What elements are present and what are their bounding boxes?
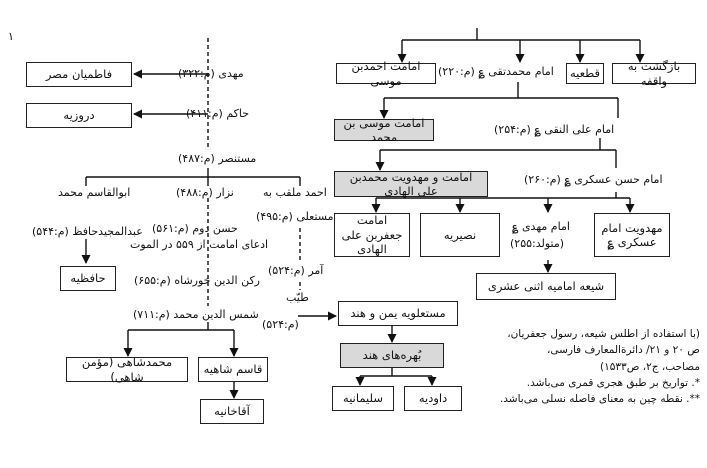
box-aga-khani: آقاخانیه	[200, 399, 264, 424]
label-imam-naqi: امام علی النقی ؏ (م:۲۵۴)	[494, 123, 615, 136]
box-ahmad-musa: امامت احمدبن موسی	[336, 63, 436, 84]
label-imam-askari: امام حسن عسکری ؏ (م:۲۶۰)	[524, 173, 663, 186]
label-mahdi: مهدی (م:۳۲۲)	[178, 67, 244, 80]
box-bohras: بُهره‌های هند	[340, 343, 444, 368]
note-line-4: *. تواریخ بر طبق هجری قمری می‌باشد.	[526, 376, 700, 389]
label-imam-mahdi-a: امام مهدی ؏	[512, 220, 570, 233]
citation-notes	[462, 326, 700, 407]
box-mahdawiyya-muhammad: امامت و مهدویت محمدبن علی الهادی	[334, 171, 488, 197]
label-shamsaddin: شمس الدین محمد (م:۷۱۱)	[133, 308, 259, 321]
label-ruknaddin: رکن الدین خورشاه (م:۶۵۵)	[134, 274, 260, 287]
label-hasan2: حسن دوم (م:۵۶۱)	[152, 222, 238, 235]
box-waqifa: بازگشت به واقفه	[612, 63, 696, 84]
label-abdulmajid: عبدالمجیدحافظ (م:۵۴۴)	[32, 225, 143, 238]
box-qasim-shahi: قاسم شاهیه	[198, 357, 268, 382]
label-tayyib-date: (م:۵۲۴)	[262, 318, 299, 331]
box-jafar: امامت جعفربن علی الهادی	[334, 213, 410, 257]
label-ahmad: احمد ملقب به	[263, 186, 327, 199]
label-nizar: نزار (م:۴۸۸)	[176, 186, 234, 199]
label-mustali: مستعلی (م:۴۹۵)	[256, 210, 334, 223]
box-mahdawiyya-askari: مهدویت امام عسکری ؏	[594, 213, 670, 257]
box-druze: دروزیه	[26, 103, 132, 128]
box-dawoodi: داودیه	[404, 386, 462, 411]
box-sulaymani: سلیمانیه	[332, 386, 394, 411]
box-mustaliyya: مستعلویه یمن و هند	[338, 301, 458, 326]
label-hasan2-claim: ادعای امامت از ۵۵۹ در الموت	[130, 238, 269, 251]
box-twelver: شیعه امامیه اثنی عشری	[476, 273, 616, 300]
label-tayyib: طیّب	[286, 291, 309, 304]
label-mustansir: مستنصر (م:۴۸۷)	[178, 152, 257, 165]
page-number: ۱	[8, 30, 14, 43]
label-amir: آمر (م:۵۲۴)	[268, 264, 324, 277]
note-line-1: (با استفاده از اطلس شیعه، رسول جعفریان،	[507, 328, 700, 340]
label-imam-mahdi-b: (متولد:۲۵۵)	[510, 237, 565, 250]
note-line-2: ص ۲۰ و ۲۱/ دائرةالمعارف فارسی،	[546, 344, 700, 357]
box-nusayriyya: نصیریه	[420, 213, 500, 257]
box-hafiziyya: حافظیه	[60, 266, 116, 291]
box-musa-muhammad: امامت موسی بن محمد	[334, 119, 434, 141]
note-line-5: **. نقطه چین به معنای فاصله نسلی می‌باشد.	[499, 393, 700, 406]
label-abulqasim: ابوالقاسم محمد	[58, 186, 131, 199]
box-qatiyya: قطعیه	[566, 63, 604, 84]
box-muhammad-shahi: محمدشاهی (مؤمن شاهی)	[66, 357, 188, 382]
box-fatimids: فاطمیان مصر	[26, 62, 132, 87]
note-line-3: مصاحب، ج۲، ص۱۵۳۳)	[600, 360, 700, 373]
label-hakim: حاکم (م:۴۱۱)	[186, 107, 250, 120]
label-imam-taqi: امام محمدتقی ؏ (م:۲۲۰)	[438, 65, 554, 78]
